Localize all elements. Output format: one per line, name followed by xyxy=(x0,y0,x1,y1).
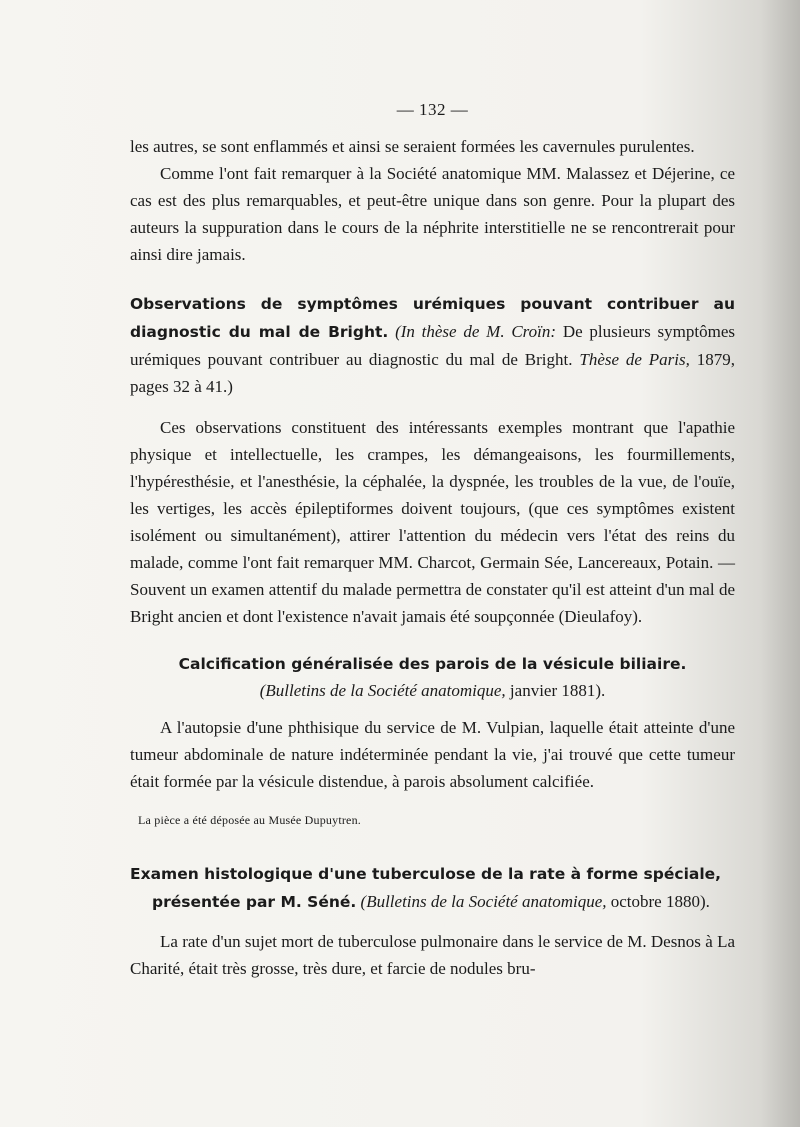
examen-body: La rate d'un sujet mort de tuberculose pulmonaire dans le service de M. Desnos à La Charité, était très grosse, très dure, et farcie de nodules bru- xyxy=(130,932,735,978)
calcification-title: Calcification généralisée des parois de la vésicule biliaire. xyxy=(178,655,687,673)
examen-section xyxy=(130,860,735,982)
observations-ref-tail: 1879, pages 32 à 41.) xyxy=(130,350,736,396)
page-content xyxy=(130,96,735,982)
examen-title-presenter: présentée par M. Séné. xyxy=(152,893,357,911)
observations-section xyxy=(130,290,735,630)
examen-ref-tail: octobre 1880). xyxy=(606,892,710,911)
observations-heading xyxy=(130,290,735,400)
calcification-sub-tail: janvier 1881). xyxy=(505,681,606,700)
examen-ref-italic: (Bulletins de la Société anatomique, xyxy=(356,892,607,911)
observations-body: Ces observations constituent des intéressants exemples montrant que l'apathie physique et intellectuelle, les crampes, les démangeaisons, les fourmillements, l'hypéresthésie, et l'anesthésie, la céphalée, la dyspnée, les troubles de la vue, de l'ouïe, les vertiges, les accès épileptiformes doivent toujours, (que ces symptômes existent isolément ou simultanément), attirer l'attention du médecin vers l'état des reins du malade, comme l'ont fait remarquer MM. Charcot, Germain Sée, Lancereaux, Potain. — Souvent un examen attentif du malade permettra de constater qu'il est atteint d'un mal de Bright ancien et dont l'existence n'avait jamais été soupçonnée (Dieulafoy). xyxy=(130,418,735,626)
intro-continuation: les autres, se sont enflammés et ainsi se seraient formées les cavernules purulentes. xyxy=(130,137,695,156)
calcification-sub-italic: (Bulletins de la Société anatomique, xyxy=(259,681,506,700)
examen-title-line2 xyxy=(130,888,735,916)
calcification-subtitle xyxy=(130,678,735,704)
page-number: — 132 — xyxy=(396,100,469,119)
observations-ref-prefix: (In thèse de M. Croïn: xyxy=(395,322,557,341)
intro-paragraph: Comme l'ont fait remarquer à la Société anatomique MM. Malassez et Déjerine, ce cas est des plus remarquables, et peut-être unique dans son genre. Pour la plupart des auteurs la suppuration dans le cours de la néphrite interstitielle ne se rencontrerait pour ainsi dire jamais. xyxy=(130,164,735,264)
observations-title: Observations de symptômes urémiques pouvant contribuer au diagnostic du mal de Bright. xyxy=(130,295,735,341)
observations-ref-text: De plusieurs symptômes urémiques pouvant contribuer au diagnostic du mal de Bright. xyxy=(130,322,735,369)
calcification-note: La pièce a été déposée au Musée Dupuytren. xyxy=(138,813,361,827)
examen-title-line1: Examen histologique d'une tuberculose de la rate à forme spéciale, xyxy=(130,865,722,883)
observations-ref-these: Thèse de Paris, xyxy=(572,350,690,369)
calcification-section xyxy=(130,650,735,834)
calcification-body: A l'autopsie d'une phthisique du service de M. Vulpian, laquelle était atteinte d'une tumeur abdominale de nature indéterminée pendant la vie, j'ai trouvé que cette tumeur était formée par la vésicule distendue, à parois absolument calcifiée. xyxy=(130,718,735,791)
